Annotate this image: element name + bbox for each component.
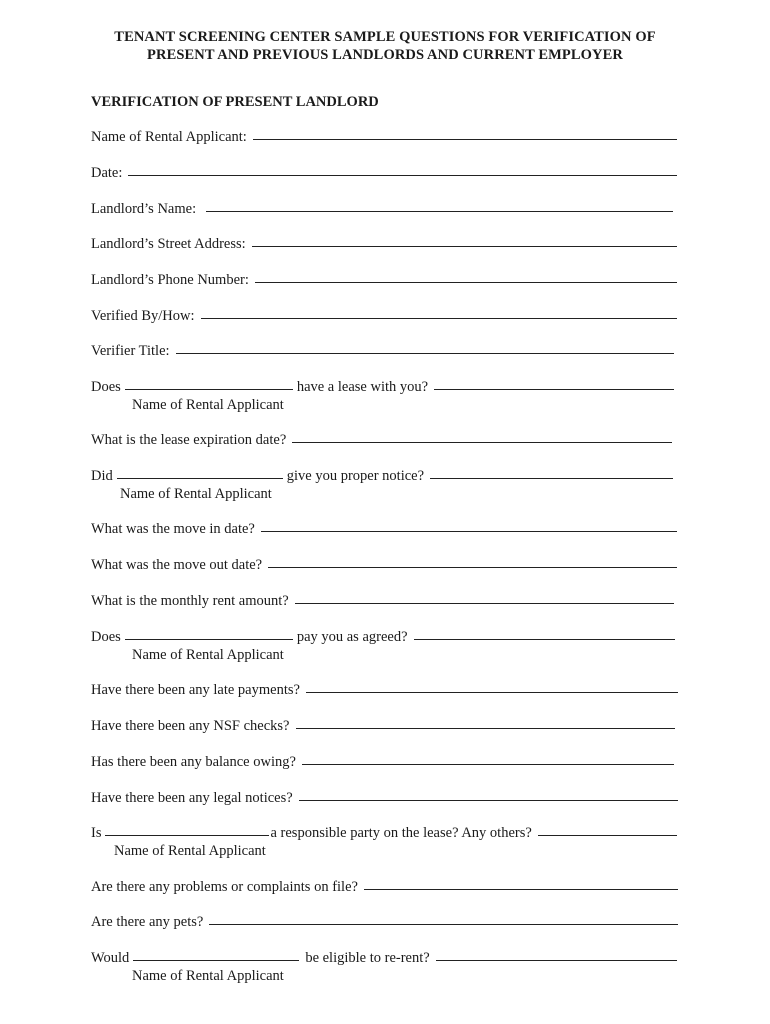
landlord-phone-field[interactable] — [255, 281, 677, 283]
rent-field[interactable] — [295, 602, 674, 604]
legal-field[interactable] — [299, 799, 678, 801]
move-in-row — [91, 521, 677, 538]
responsible-post: a responsible party on the lease? Any others? — [270, 825, 532, 841]
nsf-row — [91, 718, 675, 735]
applicant-name-field[interactable] — [253, 138, 677, 140]
lease-sublabel: Name of Rental Applicant — [132, 397, 284, 413]
landlord-address-row — [91, 236, 677, 253]
verifier-title-label: Verifier Title: — [91, 343, 170, 359]
rerent-post: be eligible to re-rent? — [305, 950, 430, 966]
rerent-row — [91, 950, 677, 967]
rerent-applicant-field[interactable] — [133, 959, 299, 961]
legal-label: Have there been any legal notices? — [91, 790, 293, 806]
notice-answer-field[interactable] — [430, 477, 673, 479]
complaints-row — [91, 879, 678, 896]
pay-sublabel: Name of Rental Applicant — [132, 647, 284, 663]
responsible-sublabel: Name of Rental Applicant — [114, 843, 266, 859]
verifier-title-field[interactable] — [176, 352, 674, 354]
landlord-phone-label: Landlord’s Phone Number: — [91, 272, 249, 288]
pay-pre: Does — [91, 629, 121, 645]
late-label: Have there been any late payments? — [91, 682, 300, 698]
rerent-sublabel: Name of Rental Applicant — [132, 968, 284, 984]
notice-post: give you proper notice? — [286, 468, 425, 484]
move-in-label: What was the move in date? — [91, 521, 255, 537]
late-field[interactable] — [306, 691, 678, 693]
lease-applicant-field[interactable] — [125, 388, 293, 390]
complaints-label: Are there any problems or complaints on file? — [91, 879, 358, 895]
balance-field[interactable] — [302, 763, 674, 765]
title-line-2: PRESENT AND PREVIOUS LANDLORDS AND CURRENT EMPLOYER — [147, 47, 623, 63]
document-title — [0, 28, 770, 64]
verified-by-row — [91, 308, 677, 325]
move-out-field[interactable] — [268, 566, 677, 568]
rent-label: What is the monthly rent amount? — [91, 593, 289, 609]
rent-row — [91, 593, 674, 610]
late-row — [91, 682, 678, 699]
move-out-label: What was the move out date? — [91, 557, 263, 573]
section-heading: VERIFICATION OF PRESENT LANDLORD — [91, 94, 379, 110]
nsf-field[interactable] — [296, 727, 676, 729]
lease-post: have a lease with you? — [296, 379, 429, 395]
applicant-name-row — [91, 129, 677, 146]
move-in-field[interactable] — [261, 530, 677, 532]
responsible-applicant-field[interactable] — [105, 834, 269, 836]
legal-row — [91, 790, 678, 807]
move-out-row — [91, 557, 677, 574]
landlord-name-field[interactable] — [206, 210, 673, 212]
date-row — [91, 165, 677, 182]
responsible-pre: Is — [91, 825, 102, 841]
lease-pre: Does — [91, 379, 121, 395]
verifier-title-row — [91, 343, 674, 360]
landlord-name-label: Landlord’s Name: — [91, 201, 197, 217]
verified-by-label: Verified By/How: — [91, 308, 195, 324]
pets-row — [91, 914, 678, 931]
landlord-address-label: Landlord’s Street Address: — [91, 236, 246, 252]
pay-applicant-field[interactable] — [125, 638, 293, 640]
applicant-name-label: Name of Rental Applicant: — [91, 129, 247, 145]
balance-row — [91, 754, 674, 771]
balance-label: Has there been any balance owing? — [91, 754, 296, 770]
verified-by-field[interactable] — [201, 317, 678, 319]
pets-label: Are there any pets? — [91, 914, 204, 930]
date-field[interactable] — [128, 174, 677, 176]
pets-field[interactable] — [209, 923, 678, 925]
title-line-1: TENANT SCREENING CENTER SAMPLE QUESTIONS FOR VERIFICATION OF — [114, 29, 656, 45]
landlord-address-field[interactable] — [252, 245, 677, 247]
responsible-row — [91, 825, 677, 842]
lease-exp-row — [91, 432, 672, 449]
lease-row — [91, 379, 674, 396]
pay-answer-field[interactable] — [414, 638, 675, 640]
responsible-answer-field[interactable] — [538, 834, 677, 836]
nsf-label: Have there been any NSF checks? — [91, 718, 290, 734]
lease-exp-label: What is the lease expiration date? — [91, 432, 287, 448]
complaints-field[interactable] — [364, 888, 678, 890]
rerent-pre: Would — [91, 950, 130, 966]
notice-pre: Did — [91, 468, 113, 484]
lease-answer-field[interactable] — [434, 388, 674, 390]
rerent-answer-field[interactable] — [436, 959, 677, 961]
notice-row — [91, 468, 673, 485]
notice-sublabel: Name of Rental Applicant — [120, 486, 272, 502]
date-label: Date: — [91, 165, 123, 181]
pay-row — [91, 629, 675, 646]
lease-exp-field[interactable] — [292, 441, 672, 443]
notice-applicant-field[interactable] — [117, 477, 283, 479]
landlord-phone-row — [91, 272, 677, 289]
landlord-name-row — [91, 201, 673, 218]
pay-post: pay you as agreed? — [296, 629, 408, 645]
